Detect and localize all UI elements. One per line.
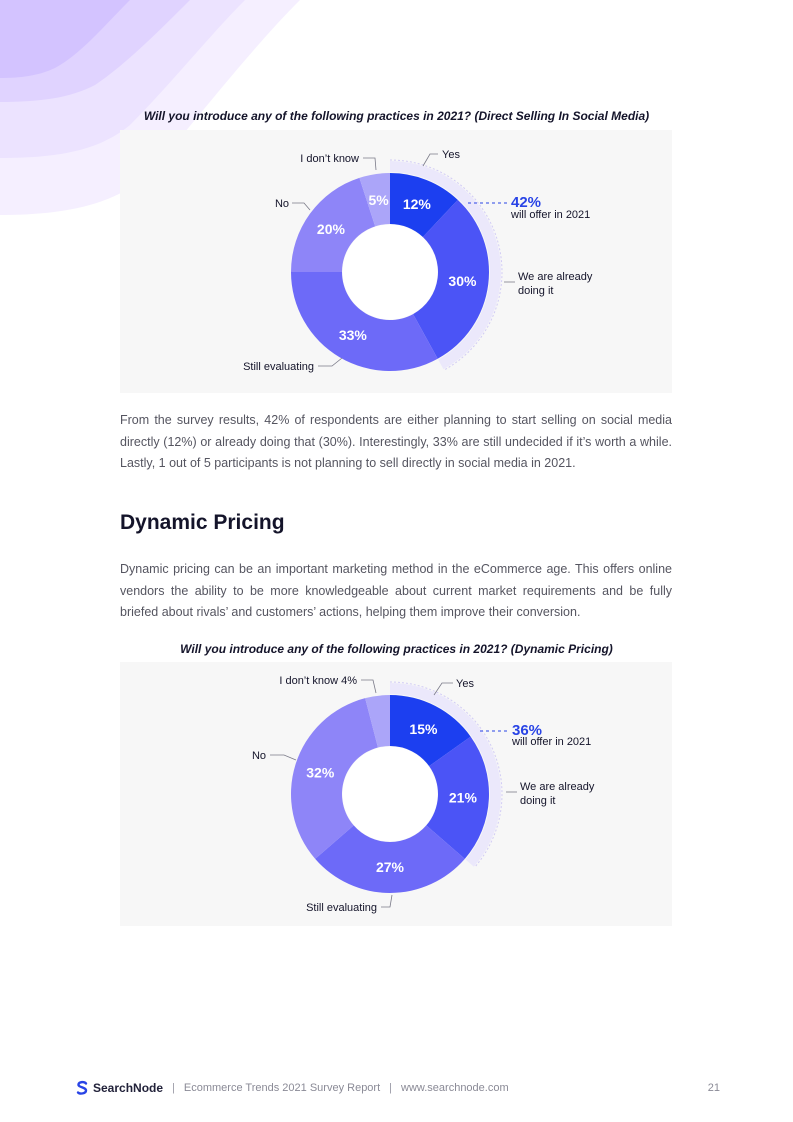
footer-separator: | xyxy=(172,1082,175,1094)
chart-panel-social-selling xyxy=(120,130,672,393)
donut-hole xyxy=(343,747,438,842)
slice-value-evaluating: 33% xyxy=(338,326,367,343)
paragraph-survey-results: From the survey results, 42% of respondents are either planning to start selling on social media directly (12%) or already doing that (30%). Interestingly, 33% are still undecided if it’s worth a while. Lastly, 1 out of 5 participants is not planning to sell directly in social media in 2021. xyxy=(120,413,672,470)
callout-value: 36% xyxy=(512,722,543,739)
donut-chart-dynamic-pricing xyxy=(120,662,672,926)
leader-line-no xyxy=(270,755,296,760)
category-label-no: No xyxy=(274,198,289,210)
slice-value-no: 32% xyxy=(306,764,335,781)
category-label-already: We are already xyxy=(518,271,593,283)
page-number: 21 xyxy=(707,1082,720,1094)
callout-text: will offer in 2021 xyxy=(512,736,592,748)
footer-report-title: Ecommerce Trends 2021 Survey Report xyxy=(183,1082,381,1094)
slice-value-dontknow: 5% xyxy=(368,191,389,208)
chart-title-dynamic-pricing: Will you introduce any of the following practices in 2021? (Dynamic Pricing) xyxy=(180,642,613,656)
section-heading: Dynamic Pricing xyxy=(120,511,285,534)
chart-panel-dynamic-pricing xyxy=(120,662,672,926)
footer-url-link[interactable]: www.searchnode.com xyxy=(401,1082,509,1094)
leader-line-evaluating xyxy=(381,895,392,907)
slice-value-already: 21% xyxy=(448,789,477,806)
callout-text: will offer in 2021 xyxy=(511,209,591,221)
slice-value-already: 30% xyxy=(448,273,477,290)
category-label-evaluating: Still evaluating xyxy=(243,361,314,373)
callout-value: 42% xyxy=(511,194,542,211)
category-label-dontknow: I don’t know 4% xyxy=(279,675,357,687)
leader-line-dontknow xyxy=(361,680,376,693)
paragraph-dynamic-pricing: Dynamic pricing can be an important marketing method in the eCommerce age. This offers online vendors the ability to be more knowledgeable about current market requirements and be fully briefed about rivals’ and customers’ actions, helping them improve their conversion. xyxy=(120,562,672,619)
donut-chart-social-selling xyxy=(120,130,672,393)
category-label-no: No xyxy=(251,750,266,762)
leader-line-no xyxy=(292,203,310,210)
category-label-evaluating: Still evaluating xyxy=(306,902,377,914)
searchnode-logo-icon xyxy=(75,1080,89,1096)
leader-line-yes xyxy=(423,154,438,166)
leader-line-dontknow xyxy=(363,158,376,170)
slice-value-evaluating: 27% xyxy=(375,859,405,875)
category-label-already-line2: doing it xyxy=(518,285,554,297)
donut-hole xyxy=(343,225,438,320)
footer-separator: | xyxy=(389,1082,393,1094)
category-label-yes: Yes xyxy=(456,678,474,690)
chart-title-social-selling: Will you introduce any of the following practices in 2021? (Direct Selling In Social Media) xyxy=(143,109,650,123)
category-label-yes: Yes xyxy=(442,149,460,161)
leader-line-evaluating xyxy=(318,358,342,366)
footer-brand: SearchNode xyxy=(93,1081,164,1095)
slice-value-yes: 15% xyxy=(409,721,438,738)
category-label-already-line2: doing it xyxy=(520,795,556,807)
page-footer xyxy=(75,1078,720,1098)
category-label-already: We are already xyxy=(520,781,595,793)
slice-value-yes: 12% xyxy=(402,196,431,213)
slice-value-no: 20% xyxy=(316,221,345,238)
category-label-dontknow: I don’t know xyxy=(300,153,359,165)
leader-line-yes xyxy=(434,683,453,695)
